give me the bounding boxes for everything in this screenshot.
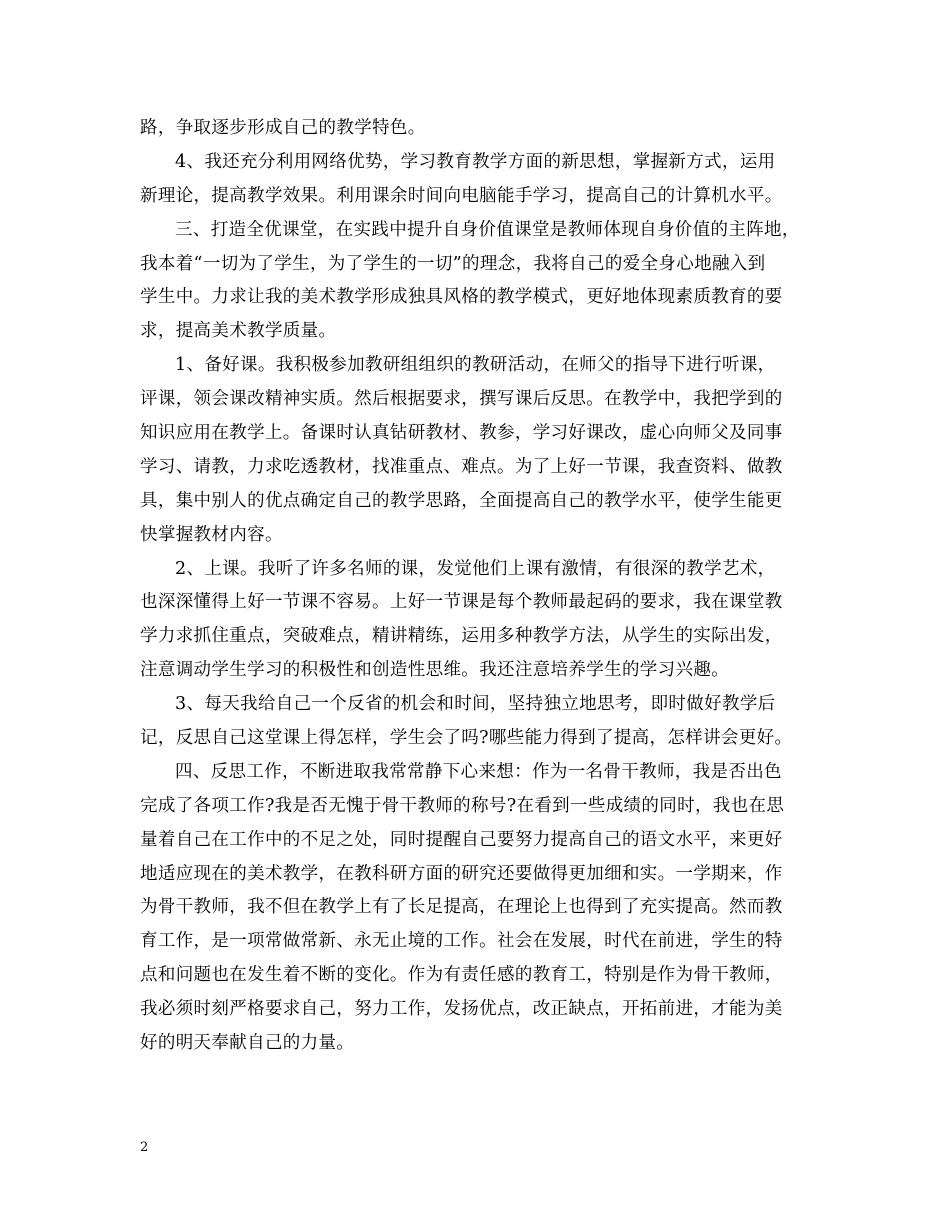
text-line: 具，集中别人的优点确定自己的教学思路，全面提高自己的教学水平，使学生能更: [140, 490, 783, 511]
text-line: 学生中。力求让我的美术教学形成独具风格的教学模式，更好地体现素质教育的要: [140, 287, 783, 308]
text-line: 三、打造全优课堂，在实践中提升自身价值课堂是教师体现自身价值的主阵地，: [175, 219, 800, 240]
text-line: 我本着“一切为了学生，为了学生的一切”的理念，我将自己的爱全身心地融入到: [140, 253, 766, 274]
text-line: 点和问题也在发生着不断的变化。作为有责任感的教育工，特别是作为骨干教师，: [140, 965, 783, 986]
text-line: 为骨干教师，我不但在教学上有了长足提高，在理论上也得到了充实提高。然而教: [140, 897, 783, 918]
text-line: 完成了各项工作?我是否无愧于骨干教师的称号?在看到一些成绩的同时，我也在思: [140, 795, 785, 816]
text-line: 2、上课。我听了许多名师的课，发觉他们上课有激情，有很深的教学艺术，: [175, 558, 776, 579]
text-line: 知识应用在教学上。备课时认真钻研教材、教参，学习好课改，虚心向师父及同事: [140, 423, 783, 444]
text-line: 育工作，是一项常做常新、永无止境的工作。社会在发展，时代在前进，学生的特: [140, 931, 783, 952]
text-line: 新理论，提高教学效果。利用课余时间向电脑能手学习，提高自己的计算机水平。: [140, 185, 783, 206]
text-line: 快掌握教材内容。: [140, 524, 283, 545]
text-line: 也深深懂得上好一节课不容易。上好一节课是每个教师最起码的要求，我在课堂教: [140, 592, 783, 613]
page-number: 2: [140, 1140, 149, 1155]
text-line: 学习、请教，力求吃透教材，找准重点、难点。为了上好一节课，我查资料、做教: [140, 456, 783, 477]
text-line: 评课，领会课改精神实质。然后根据要求，撰写课后反思。在教学中，我把学到的: [140, 389, 783, 410]
text-line: 路，争取逐步形成自己的教学特色。: [140, 118, 426, 138]
text-line: 学力求抓住重点，突破难点，精讲精练，运用多种教学方法，从学生的实际出发，: [140, 626, 783, 647]
document-body: [140, 112, 820, 1061]
text-line: 四、反思工作，不断进取我常常静下心来想：作为一名骨干教师，我是否出色: [175, 761, 782, 782]
text-line: 量着自己在工作中的不足之处，同时提醒自己要努力提高自己的语文水平，来更好: [140, 829, 783, 850]
text-line: 3、每天我给自己一个反省的机会和时间，坚持独立地思考，即时做好教学后: [175, 694, 776, 715]
text-line: 注意调动学生学习的积极性和创造性思维。我还注意培养学生的学习兴趣。: [140, 660, 730, 681]
text-line: 记，反思自己这堂课上得怎样，学生会了吗?哪些能力得到了提高，怎样讲会更好。: [140, 728, 793, 749]
text-line: 1、备好课。我积极参加教研组组织的教研活动，在师父的指导下进行听课，: [175, 355, 776, 376]
text-line: 4、我还充分利用网络优势，学习教育教学方面的新思想，掌握新方式，运用: [175, 151, 776, 172]
text-line: 地适应现在的美术教学，在教科研方面的研究还要做得更加细和实。一学期来，作: [140, 863, 783, 884]
text-line: 好的明天奉献自己的力量。: [140, 1033, 355, 1054]
text-line: 我必须时刻严格要求自己，努力工作，发扬优点，改正缺点，开拓前进，才能为美: [140, 999, 783, 1020]
text-line: 求，提高美术教学质量。: [140, 321, 337, 342]
